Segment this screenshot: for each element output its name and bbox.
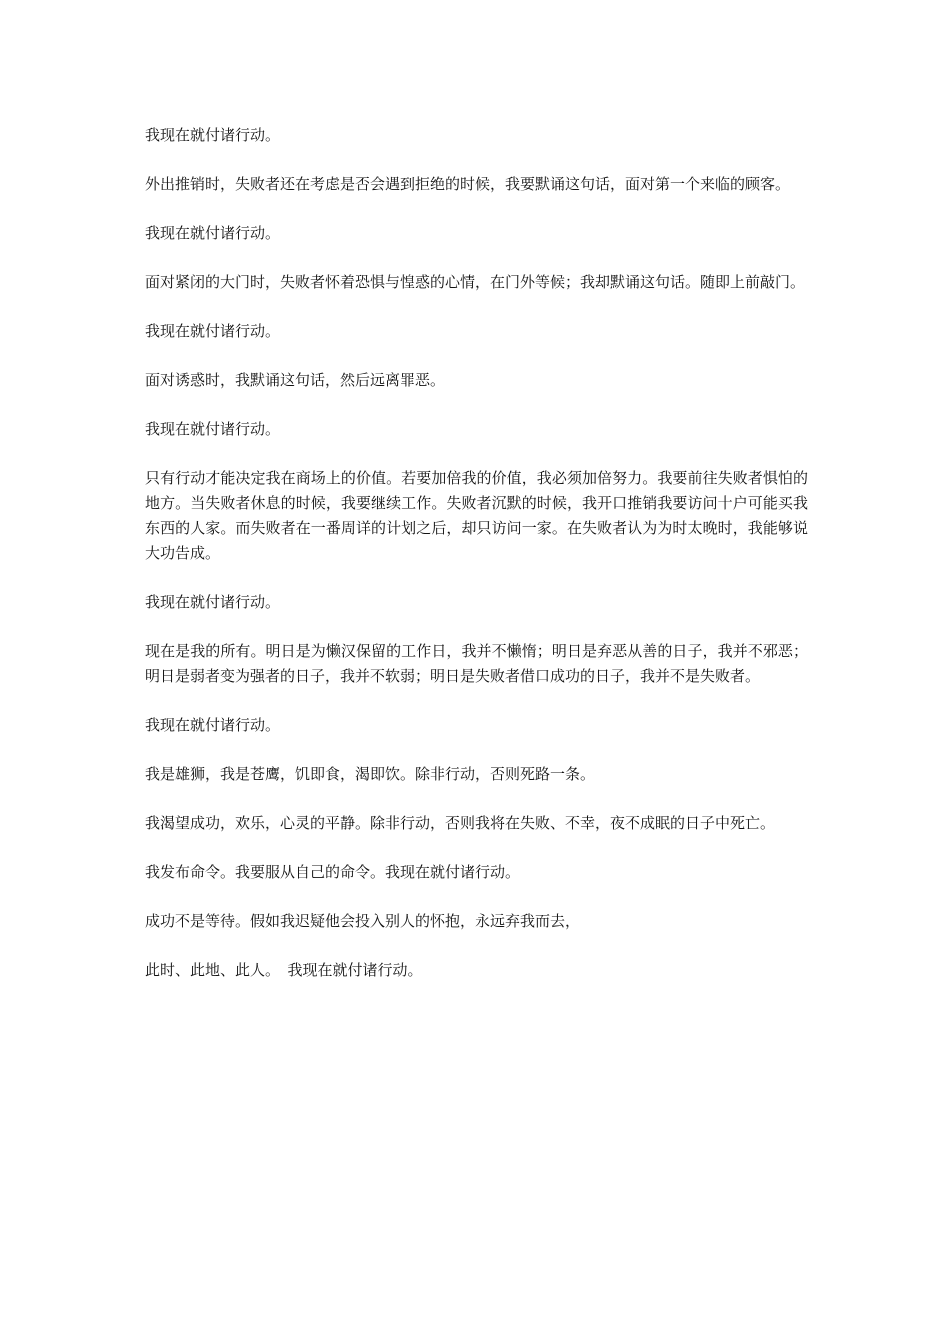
paragraph-1: 我现在就付诸行动。	[145, 126, 281, 144]
paragraph-16: 此时、此地、此人。 我现在就付诸行动。	[145, 961, 423, 979]
paragraph-6: 面对诱惑时，我默诵这句话，然后远离罪恶。	[145, 371, 446, 389]
paragraph-5: 我现在就付诸行动。	[145, 322, 281, 340]
paragraph-12: 我是雄狮，我是苍鹰，饥即食，渴即饮。除非行动，否则死路一条。	[145, 765, 596, 783]
paragraph-11: 我现在就付诸行动。	[145, 716, 281, 734]
paragraph-15: 成功不是等待。假如我迟疑他会投入别人的怀抱，永远弃我而去，	[145, 912, 581, 930]
paragraph-10: 现在是我的所有。明日是为懒汉保留的工作日，我并不懒惰；明日是弃恶从善的日子，我并不邪恶；明日是弱者变为强者的日子，我并不软弱；明日是失败者借口成功的日子，我并不是失败者。	[145, 642, 808, 685]
paragraph-4: 面对紧闭的大门时，失败者怀着恐惧与惶惑的心情，在门外等候；我却默诵这句话。随即上前敲门。	[145, 273, 806, 291]
paragraph-13: 我渴望成功，欢乐，心灵的平静。除非行动，否则我将在失败、不幸，夜不成眠的日子中死亡。	[145, 814, 776, 832]
paragraph-3: 我现在就付诸行动。	[145, 224, 281, 242]
paragraph-7: 我现在就付诸行动。	[145, 420, 281, 438]
paragraph-2: 外出推销时，失败者还在考虑是否会遇到拒绝的时候，我要默诵这句话，面对第一个来临的顾客。	[145, 175, 791, 193]
document-body	[145, 123, 808, 1007]
paragraph-14: 我发布命令。我要服从自己的命令。我现在就付诸行动。	[145, 863, 521, 881]
paragraph-9: 我现在就付诸行动。	[145, 593, 281, 611]
paragraph-8: 只有行动才能决定我在商场上的价值。若要加倍我的价值，我必须加倍努力。我要前往失败者惧怕的地方。当失败者休息的时候，我要继续工作。失败者沉默的时候，我开口推销我要访问十户可能买我东西的人家。而失败者在一番周详的计划之后，却只访问一家。在失败者认为为时太晚时，我能够说大功告成。	[145, 469, 808, 562]
